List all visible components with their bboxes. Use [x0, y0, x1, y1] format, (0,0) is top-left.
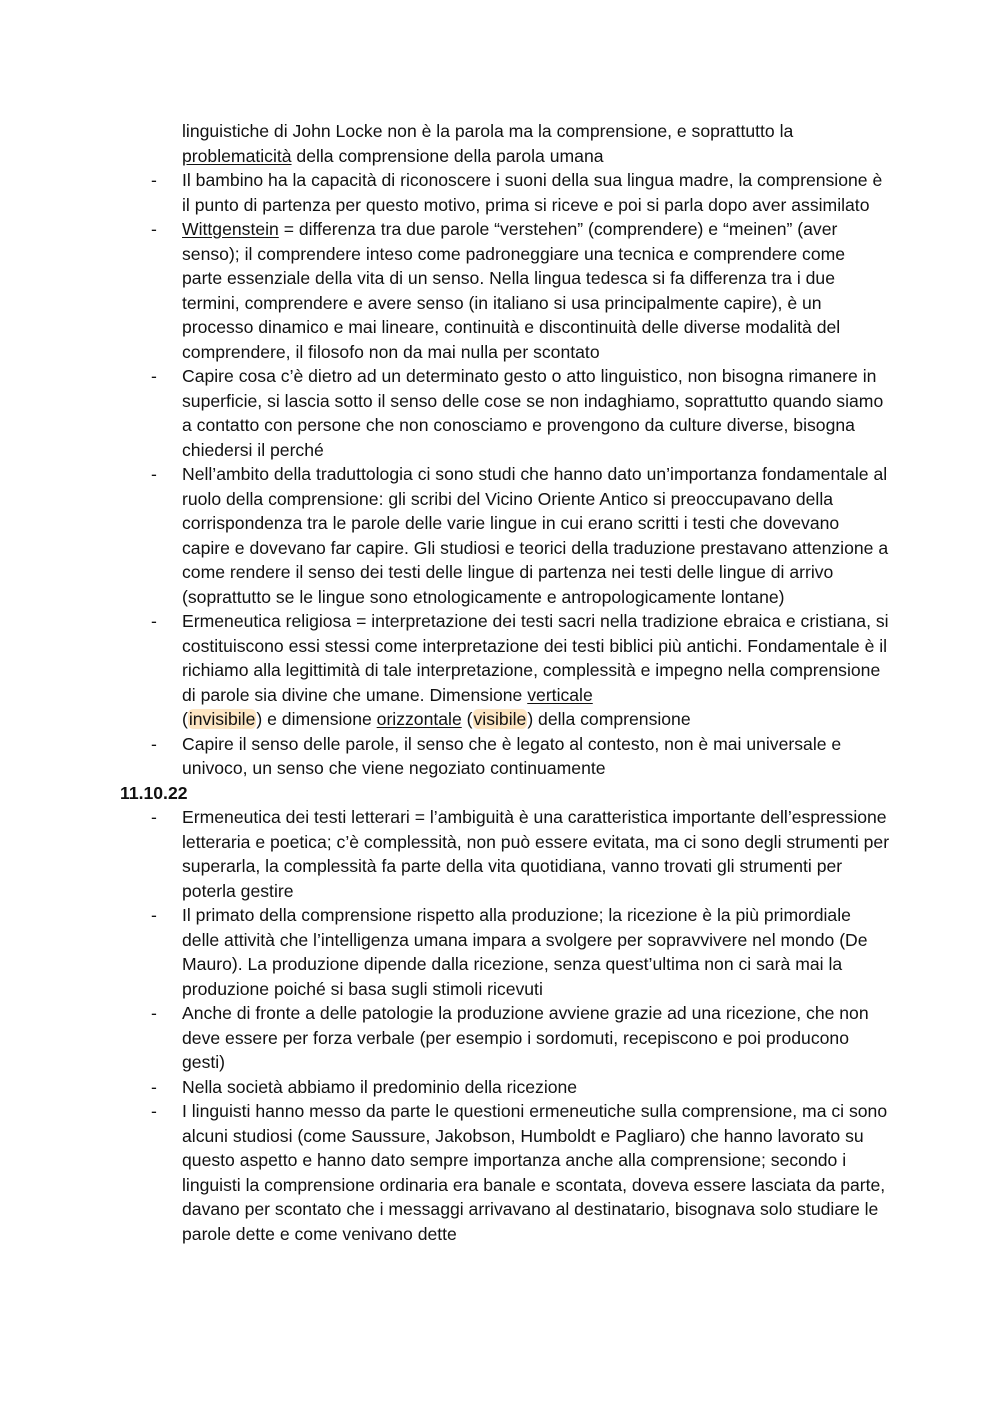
bullet-list-2 — [120, 805, 890, 1246]
continued-paragraph — [120, 119, 890, 168]
item-text: = differenza tra due parole “verstehen” (comprendere) e “meinen” (aver senso); il comprendere inteso come padroneggiare una tecnica e comprendere come parte essenziale della vita di un senso. Nella lingua tedesca si fa differenza tra i due termini, comprendere e avere senso (in italiano si usa principalmente capire), è un processo dinamico e mai lineare, continuità e discontinuità delle diverse modalità del comprendere, il filosofo non da mai nulla per scontato — [182, 219, 846, 362]
list-item — [120, 168, 890, 217]
bullet-dash: - — [151, 1003, 157, 1023]
bullet-dash: - — [151, 1101, 157, 1121]
item-text: ) della comprensione — [527, 709, 691, 729]
bullet-dash: - — [151, 219, 157, 239]
bullet-dash: - — [151, 807, 157, 827]
item-text: Nella società abbiamo il predominio della ricezione — [182, 1076, 578, 1097]
list-item — [120, 1099, 890, 1246]
underlined-term: verticale — [527, 684, 593, 705]
list-item — [120, 903, 890, 1001]
date-heading: 11.10.22 — [120, 782, 188, 803]
list-item: - Ermeneutica religiosa = interpretazione dei testi sacri nella tradizione ebraica e cristiana, si costituiscono essi stessi come interpretazione dei testi biblici più antichi. Fondamentale è il richiamo alla legittimità di tale interpretazione, complessità e impegno nella comprensione di parole sia divine che umane. Dimensione verticale (invisibile) e dimensione orizzontale (visibile) della comprensione — [151, 611, 889, 729]
item-text: Nell’ambito della traduttologia ci sono studi che hanno dato un’importanza fondamentale al ruolo della comprensione: gli scribi del Vicino Oriente Antico si preoccupavano della corrispondenza tra le parole delle varie lingue in cui erano scritti i testi che dovevano capire e dovevano far capire. Gli studiosi e teorici della traduzione prestavano attenzione a come rendere il senso dei testi delle lingue di partenza nei testi delle lingue di arrivo (soprattutto se le lingue sono etnologicamente e antropologicamente lontane) — [182, 464, 889, 607]
bullet-dash: - — [151, 905, 157, 925]
item-text: Ermeneutica dei testi letterari = l’ambiguità è una caratteristica importante dell’espressione letteraria e poetica; c’è complessità, non può essere evitata, ma ci sono degli strumenti per superarla, la complessità fa parte della vita quotidiana, vanno trovati gli strumenti per poterla gestire — [182, 807, 890, 901]
intro-line: linguistiche di John Locke non è la parola ma la comprensione, e soprattutto la — [182, 121, 794, 141]
bullet-dash: - — [151, 1076, 157, 1097]
highlighted-term: invisibile — [188, 709, 256, 729]
item-text: Ermeneutica religiosa = interpretazione dei testi sacri nella tradizione ebraica e cristiana, si costituiscono essi stessi come interpretazione dei testi biblici più antichi. Fondamentale è il richiamo alla legittimità di tale interpretazione, complessità e impegno nella comprensione di parole sia divine che umane. Dimensione — [182, 611, 889, 705]
item-text: Il bambino ha la capacità di riconoscere i suoni della sua lingua madre, la comprensione è il punto di partenza per questo motivo, prima si riceve e poi si parla dopo aver assimilato — [182, 170, 883, 215]
underlined-term: orizzontale — [376, 709, 462, 729]
list-item — [120, 1001, 890, 1075]
item-text: Capire il senso delle parole, il senso che è legato al contesto, non è mai universale e univoco, un senso che viene negoziato continuamente — [182, 733, 842, 778]
list-item — [120, 1075, 890, 1100]
intro-rest: della comprensione della parola umana — [291, 145, 604, 166]
item-text: Capire cosa c’è dietro ad un determinato gesto o atto linguistico, non bisogna rimanere in superficie, si lascia sotto il senso delle cose se non indaghiamo, soprattutto quando siamo a contatto con persone che non conosciamo e provengono da culture diverse, bisogna chiedersi il perché — [182, 366, 884, 460]
highlighted-term: visibile — [473, 709, 527, 729]
item-text: Anche di fronte a delle patologie la produzione avviene grazie ad una ricezione, che non deve essere per forza verbale (per esempio i sordomuti, recepiscono e poi producono gesti) — [182, 1003, 869, 1072]
underlined-term: Wittgenstein — [182, 219, 279, 239]
list-item — [120, 732, 890, 781]
list-item — [120, 805, 890, 903]
bullet-dash: - — [151, 611, 157, 631]
bullet-dash: - — [151, 733, 157, 754]
item-text: I linguisti hanno messo da parte le questioni ermeneutiche sulla comprensione, ma ci sono alcuni studiosi (come Saussure, Jakobson, Humboldt e Pagliaro) che hanno lavorato su questo aspetto e hanno dato sempre importanza anche alla comprensione; secondo i linguisti la comprensione ordinaria era banale e scontata, doveva essere lasciata da parte, davano per scontato che i messaggi arrivavano al destinatario, bisognava solo studiare le parole dette e come venivano dette — [182, 1101, 888, 1244]
item-text: Il primato della comprensione rispetto alla produzione; la ricezione è la più primordiale delle attività che l’intelligenza umana impara a svolgere per sopravvivere nel mondo (De Mauro). La produzione dipende dalla ricezione, senza quest’ultima non ci sarà mai la produzione poiché si basa sugli stimoli ricevuti — [182, 905, 868, 999]
bullet-list-1 — [120, 168, 890, 781]
underlined-term: problematicità — [182, 145, 292, 166]
list-item — [120, 217, 890, 364]
bullet-dash: - — [151, 464, 157, 484]
document-body — [120, 119, 890, 1246]
list-item — [120, 364, 890, 462]
item-text: ) e dimensione — [256, 709, 377, 729]
list-item — [120, 462, 890, 609]
bullet-dash: - — [151, 366, 157, 386]
bullet-dash: - — [151, 170, 157, 190]
